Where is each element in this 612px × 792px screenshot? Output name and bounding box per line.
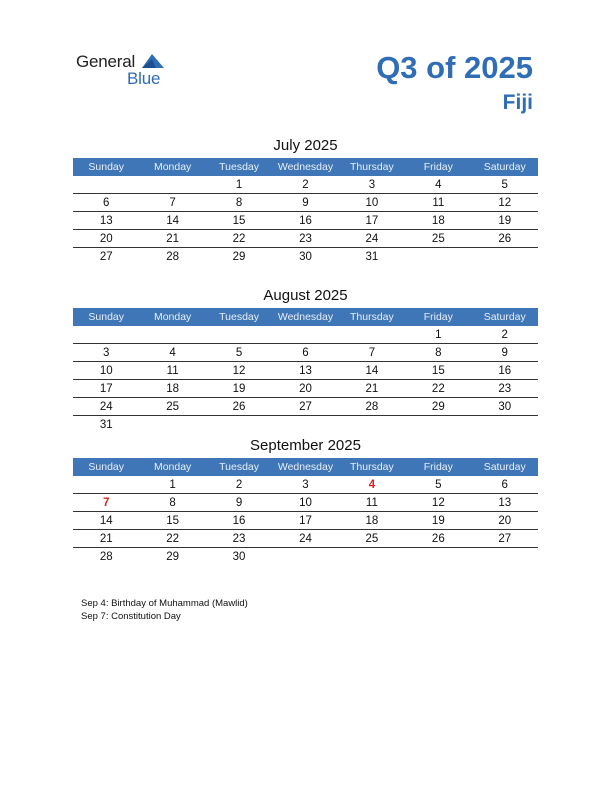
- day-cell: 19: [431, 515, 445, 527]
- day-cell: 11: [365, 497, 378, 509]
- weekday-label: Friday: [423, 161, 453, 173]
- month-september: [73, 435, 538, 565]
- weekday-label: Monday: [153, 461, 192, 473]
- day-cell: 26: [431, 533, 445, 545]
- weekday-header: [73, 158, 538, 176]
- week-row: [73, 512, 538, 530]
- month-title: August 2025: [263, 287, 348, 304]
- day-cell: 29: [232, 251, 246, 263]
- week-row: [73, 344, 538, 362]
- day-cell: [272, 548, 338, 565]
- weekday-label: Tuesday: [219, 461, 259, 473]
- day-cell: 10: [99, 365, 113, 377]
- weekday-label: Sunday: [88, 161, 125, 173]
- weekday-label: Friday: [423, 311, 453, 323]
- day-cell: 16: [498, 365, 512, 377]
- day-cell: 27: [99, 251, 113, 263]
- day-cell: [339, 326, 405, 343]
- day-cell: 10: [299, 497, 312, 509]
- day-cell: 25: [431, 233, 445, 245]
- day-cell: 25: [365, 533, 379, 545]
- week-row: [73, 248, 538, 265]
- day-cell: 13: [299, 365, 312, 377]
- day-cell: 21: [365, 383, 379, 395]
- day-cell: 16: [232, 515, 246, 527]
- day-cell: [139, 176, 205, 193]
- day-cell: 7: [169, 197, 176, 209]
- day-cell: 13: [498, 497, 512, 509]
- day-cell: 31: [99, 419, 113, 431]
- weekday-header: [73, 458, 538, 476]
- weekday-label: Saturday: [483, 161, 526, 173]
- weekday-label: Thursday: [350, 161, 394, 173]
- brand-logo: [76, 52, 176, 92]
- weekday-label: Saturday: [483, 311, 526, 323]
- day-cell: 11: [432, 197, 445, 209]
- day-cell: 12: [498, 197, 512, 209]
- day-cell: 4: [169, 347, 176, 359]
- day-cell: 31: [365, 251, 379, 263]
- day-cell: 15: [431, 365, 445, 377]
- day-cell: [73, 326, 139, 343]
- week-row: [73, 326, 538, 344]
- day-cell: 27: [299, 401, 312, 413]
- day-cell: 23: [498, 383, 512, 395]
- day-cell: 14: [365, 365, 379, 377]
- day-cell: [339, 416, 405, 433]
- day-cell: 26: [498, 233, 512, 245]
- month-title: September 2025: [250, 437, 361, 454]
- weekday-label: Sunday: [88, 311, 125, 323]
- day-cell: [206, 326, 272, 343]
- day-cell: 9: [302, 197, 309, 209]
- day-cell: [272, 416, 338, 433]
- day-cell: 1: [435, 329, 442, 341]
- day-cell: [272, 326, 338, 343]
- day-cell: 2: [302, 179, 309, 191]
- day-cell: 8: [435, 347, 442, 359]
- day-cell: 1: [169, 479, 176, 491]
- day-cell: [139, 416, 205, 433]
- day-cell: 4: [435, 179, 442, 191]
- month-title: July 2025: [273, 137, 338, 154]
- day-cell: 13: [99, 215, 113, 227]
- day-cell: 14: [166, 215, 180, 227]
- weekday-label: Tuesday: [219, 161, 259, 173]
- day-cell: 2: [501, 329, 508, 341]
- day-cell: 27: [498, 533, 512, 545]
- month-july: [73, 135, 538, 265]
- week-row: [73, 548, 538, 565]
- day-cell: 17: [365, 215, 379, 227]
- week-row: [73, 530, 538, 548]
- week-row: [73, 212, 538, 230]
- day-cell: 3: [368, 179, 376, 191]
- day-cell: 28: [365, 401, 379, 413]
- day-cell: 3: [302, 479, 309, 491]
- day-cell: 6: [501, 479, 508, 491]
- brand-blue: Blue: [127, 69, 161, 88]
- day-cell: [405, 248, 471, 265]
- day-cell: [206, 416, 272, 433]
- day-cell: 22: [431, 383, 445, 395]
- week-row: [73, 230, 538, 248]
- day-cell: [405, 416, 471, 433]
- day-cell: 19: [232, 383, 246, 395]
- day-cell: [472, 416, 538, 433]
- holiday-day-cell: 7: [103, 497, 110, 509]
- weekday-label: Tuesday: [219, 311, 259, 323]
- day-cell: 9: [501, 347, 508, 359]
- holiday-notes: [81, 597, 248, 623]
- day-cell: 2: [235, 479, 243, 491]
- brand-general: General: [76, 52, 136, 71]
- day-cell: 6: [302, 347, 309, 359]
- day-cell: 17: [99, 383, 113, 395]
- day-cell: 11: [166, 365, 179, 377]
- day-cell: 18: [431, 215, 445, 227]
- day-cell: [472, 548, 538, 565]
- weekday-label: Monday: [153, 161, 192, 173]
- day-cell: 24: [99, 401, 113, 413]
- day-cell: 29: [431, 401, 445, 413]
- day-cell: 20: [498, 515, 512, 527]
- day-cell: 28: [166, 251, 180, 263]
- week-row: [73, 194, 538, 212]
- holiday-day-cell: 4: [368, 479, 376, 491]
- weekday-label: Friday: [423, 461, 453, 473]
- day-cell: 24: [299, 533, 312, 545]
- day-cell: 23: [299, 233, 312, 245]
- day-cell: [139, 326, 205, 343]
- country-name: Fiji: [502, 91, 533, 114]
- day-cell: [339, 548, 405, 565]
- day-cell: 9: [235, 497, 243, 509]
- day-cell: 8: [169, 497, 176, 509]
- weekday-label: Wednesday: [277, 461, 334, 473]
- week-row: [73, 380, 538, 398]
- day-cell: 15: [232, 215, 246, 227]
- day-cell: 15: [166, 515, 180, 527]
- week-row: [73, 416, 538, 433]
- day-cell: 21: [99, 533, 113, 545]
- day-cell: 23: [232, 533, 246, 545]
- day-cell: 16: [299, 215, 312, 227]
- weekday-label: Sunday: [88, 461, 125, 473]
- day-cell: 20: [299, 383, 312, 395]
- day-cell: 24: [365, 233, 379, 245]
- flag-icon: [142, 54, 164, 68]
- day-cell: 29: [166, 551, 180, 563]
- day-cell: 25: [166, 401, 180, 413]
- day-cell: 6: [103, 197, 110, 209]
- week-row: [73, 398, 538, 416]
- day-cell: 19: [498, 215, 512, 227]
- day-cell: 22: [166, 533, 180, 545]
- day-cell: 18: [365, 515, 379, 527]
- day-cell: 1: [235, 179, 243, 191]
- week-row: [73, 494, 538, 512]
- week-row: [73, 176, 538, 194]
- day-cell: 7: [368, 347, 376, 359]
- day-cell: 10: [365, 197, 379, 209]
- day-cell: 5: [435, 479, 442, 491]
- weekday-header: [73, 308, 538, 326]
- day-cell: 21: [166, 233, 180, 245]
- day-cell: 20: [99, 233, 113, 245]
- day-cell: 18: [166, 383, 180, 395]
- day-cell: 12: [431, 497, 445, 509]
- week-row: [73, 362, 538, 380]
- weekday-label: Thursday: [350, 461, 394, 473]
- day-cell: 30: [232, 551, 246, 563]
- note-item: Sep 7: Constitution Day: [81, 611, 181, 622]
- weekday-label: Wednesday: [277, 161, 334, 173]
- day-cell: 14: [99, 515, 113, 527]
- quarter-title: Q3 of 2025: [376, 50, 533, 85]
- day-cell: 12: [232, 365, 246, 377]
- day-cell: 28: [99, 551, 113, 563]
- day-cell: 5: [235, 347, 243, 359]
- month-august: [73, 285, 538, 433]
- day-cell: 5: [501, 179, 508, 191]
- note-item: Sep 4: Birthday of Muhammad (Mawlid): [81, 598, 248, 609]
- day-cell: 30: [299, 251, 312, 263]
- day-cell: 3: [103, 347, 110, 359]
- day-cell: [472, 248, 538, 265]
- week-row: [73, 476, 538, 494]
- day-cell: 30: [498, 401, 512, 413]
- weekday-label: Saturday: [483, 461, 526, 473]
- weekday-label: Thursday: [350, 311, 394, 323]
- day-cell: [73, 176, 139, 193]
- day-cell: [73, 476, 139, 493]
- day-cell: 17: [299, 515, 312, 527]
- weekday-label: Monday: [153, 311, 192, 323]
- day-cell: 22: [232, 233, 246, 245]
- day-cell: [405, 548, 471, 565]
- day-cell: 8: [235, 197, 243, 209]
- weekday-label: Wednesday: [277, 311, 334, 323]
- day-cell: 26: [232, 401, 246, 413]
